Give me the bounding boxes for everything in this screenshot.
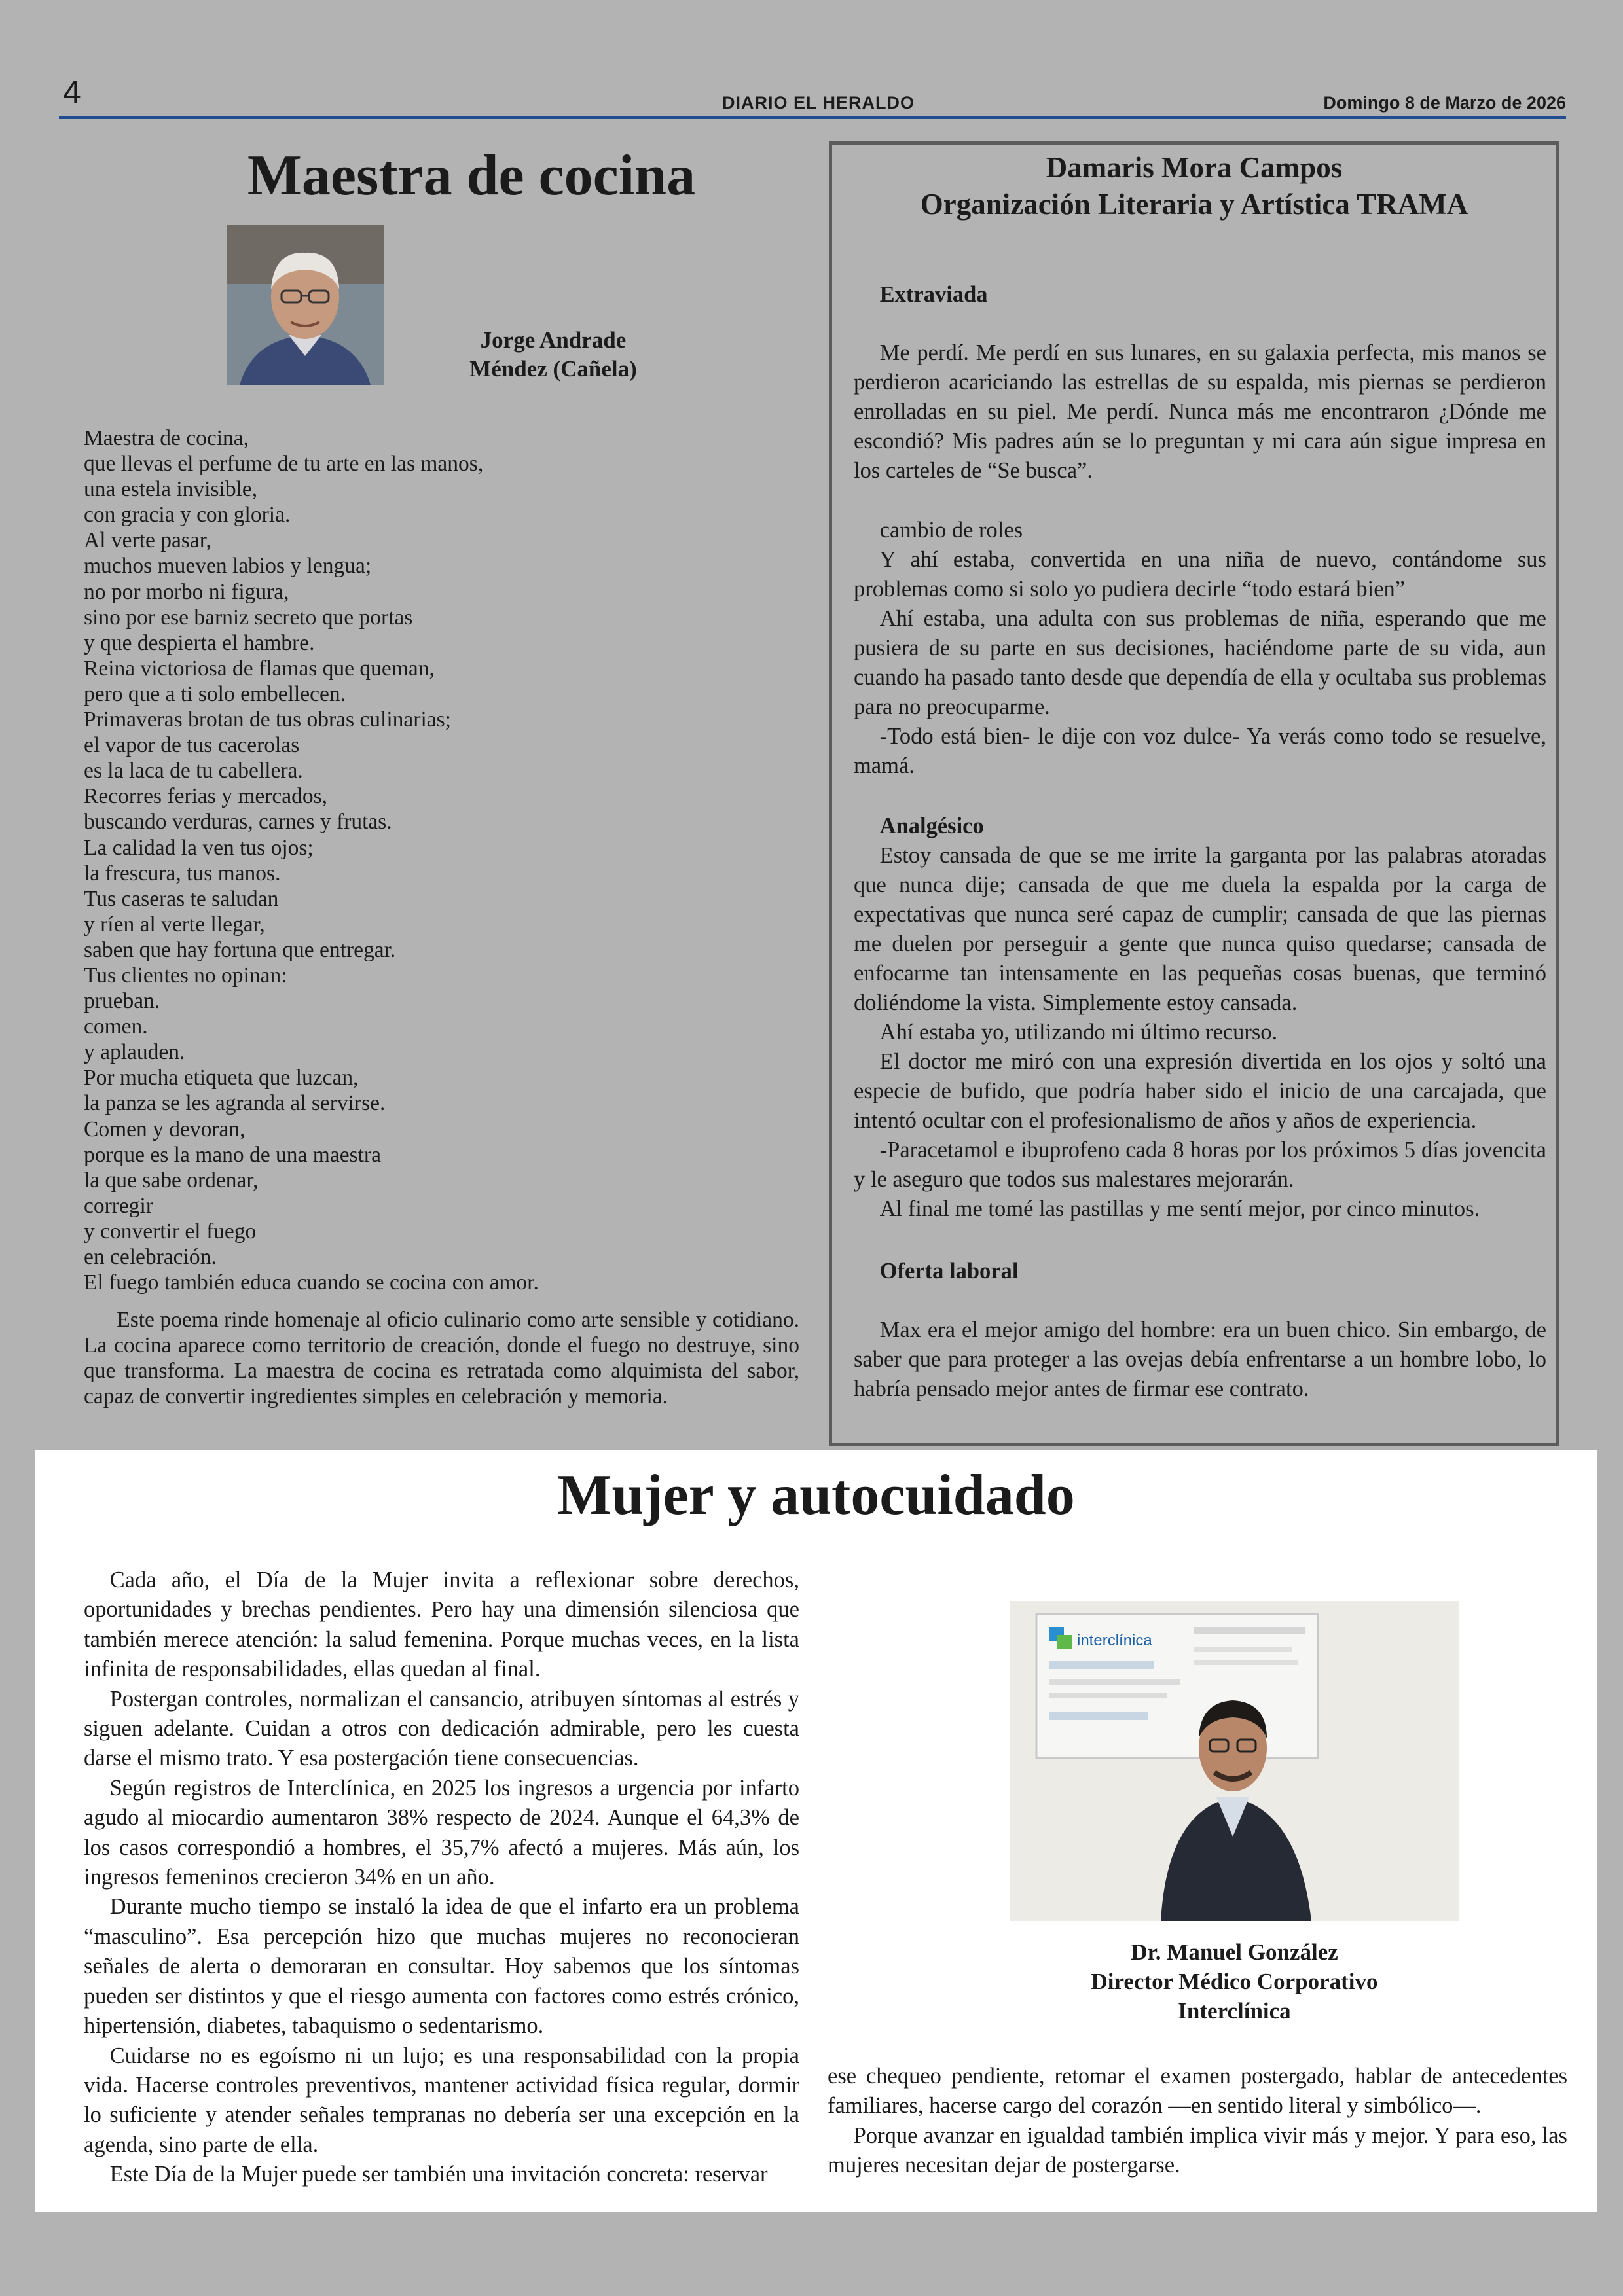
poem-line: buscando verduras, carnes y frutas. bbox=[84, 810, 392, 834]
poem-line: una estela invisible, bbox=[84, 477, 258, 502]
story-paragraph: -Paracetamol e ibuprofeno cada 8 horas por los próximos 5 días jovencita y le aseguro que todos sus malestares mejorarán. bbox=[854, 1138, 1546, 1192]
poem-line: y que despierta el hambre. bbox=[84, 630, 315, 655]
article-title-mujer: Mujer y autocuidado bbox=[557, 1463, 1075, 1527]
poem-line: Comen y devoran, bbox=[84, 1117, 246, 1141]
poem-line: la panza se les agranda al servirse. bbox=[84, 1091, 386, 1116]
poem-line: el vapor de tus cacerolas bbox=[84, 733, 300, 758]
caption-name: Dr. Manuel González bbox=[1131, 1939, 1338, 1965]
poem-line: y convertir el fuego bbox=[84, 1219, 257, 1244]
box-organization: Organización Literaria y Artística TRAMA bbox=[920, 188, 1468, 221]
poem-line: Reina victoriosa de flamas que queman, bbox=[84, 656, 435, 681]
story-analgesico bbox=[854, 841, 1546, 1224]
article-paragraph: Porque avanzar en igualdad también implica vivir más y mejor. Y para eso, las mujeres necesitan dejar de postergarse. bbox=[828, 2123, 1567, 2178]
story-title-oferta-laboral: Oferta laboral bbox=[879, 1259, 1019, 1283]
poem-line: comen. bbox=[84, 1014, 148, 1039]
story-paragraph: Me perdí. Me perdí en sus lunares, en su galaxia perfecta, mis manos se perdieron acariciando las estrellas de su espalda, mis piernas se perdieron enrolladas en su piel. Me perdí. Nunca más me encontraron ¿Dónde me escondió? Mis padres aún se lo preguntan y mi cara aún sigue impresa en los carteles de “Se busca”. bbox=[854, 340, 1546, 483]
poem-line: es la laca de tu cabellera. bbox=[84, 759, 303, 783]
story-extraviada bbox=[854, 338, 1546, 486]
story-paragraph: Max era el mejor amigo del hombre: era un buen chico. Sin embargo, de saber que para proteger a las ovejas debía enfrentarse a un hombre lobo, lo habría pensado mejor antes de firmar ese contrato. bbox=[854, 1318, 1546, 1401]
poem-line: y aplauden. bbox=[84, 1040, 185, 1065]
story-cambio-de-roles bbox=[854, 545, 1546, 781]
header-rule bbox=[59, 116, 1566, 119]
clinic-logo-text: interclínica bbox=[1077, 1632, 1152, 1649]
article-paragraph: Cuidarse no es egoísmo ni un lujo; es una responsabilidad con la propia vida. Hacerse controles preventivos, mantener actividad física regular, dormir lo suficiente y atender señales tempranas no debería ser una excepción en la agenda, sino parte de ella. bbox=[84, 2043, 799, 2157]
doctor-photo bbox=[1010, 1601, 1459, 1921]
story-title-analgesico: Analgésico bbox=[879, 814, 984, 838]
story-paragraph: El doctor me miró con una expresión divertida en los ojos y soltó una especie de bufido, que podría haber sido el inicio de una carcajada, que intentó ocultar con el profesionalismo de años y años de experiencia. bbox=[854, 1049, 1546, 1133]
story-paragraph: -Todo está bien- le dije con voz dulce- Ya verás como todo se resuelve, mamá. bbox=[854, 724, 1546, 778]
story-title-extraviada: Extraviada bbox=[879, 282, 988, 307]
poem-line: que llevas el perfume de tu arte en las manos, bbox=[84, 452, 484, 476]
poem-line: El fuego también educa cuando se cocina con amor. bbox=[84, 1270, 539, 1295]
literary-box-frame bbox=[829, 141, 1559, 1446]
article-paragraph: ese chequeo pendiente, retomar el examen postergado, hablar de antecedentes familiares, hacerse cargo del corazón —en sentido literal y simbólico—. bbox=[828, 2064, 1567, 2119]
article-paragraph: Este Día de la Mujer puede ser también una invitación concreta: reservar bbox=[109, 2162, 768, 2187]
literary-box-heading bbox=[829, 149, 1559, 223]
poem-line: saben que hay fortuna que entregar. bbox=[84, 937, 396, 962]
author-name-line2: Méndez (Cañela) bbox=[469, 356, 637, 382]
poem-line: Primaveras brotan de tus obras culinarias; bbox=[84, 708, 451, 732]
story-paragraph: Ahí estaba yo, utilizando mi último recurso. bbox=[879, 1020, 1278, 1045]
poem-line: porque es la mano de una maestra bbox=[84, 1142, 381, 1167]
story-title-cambio-de-roles bbox=[854, 516, 1546, 545]
poem-line: La calidad la ven tus ojos; bbox=[84, 835, 314, 860]
story-oferta-laboral bbox=[854, 1316, 1546, 1404]
issue-date: Domingo 8 de Marzo de 2026 bbox=[1323, 93, 1566, 113]
poem-body bbox=[84, 425, 804, 1295]
author-photo bbox=[227, 225, 384, 385]
doctor-portrait-icon bbox=[1010, 1601, 1459, 1921]
page-number: 4 bbox=[63, 74, 81, 111]
poem-line: y ríen al verte llegar, bbox=[84, 912, 265, 937]
article-title-maestra: Maestra de cocina bbox=[247, 144, 696, 207]
author-portrait-icon bbox=[227, 225, 384, 385]
story-paragraph: Y ahí estaba, convertida en una niña de nuevo, contándome sus problemas como si solo yo pudiera decirle “todo estará bien” bbox=[854, 547, 1546, 601]
story-paragraph: Al final me tomé las pastillas y me sentí mejor, por cinco minutos. bbox=[879, 1196, 1480, 1221]
poem-line: Recorres ferias y mercados, bbox=[84, 784, 328, 809]
poem-line: muchos mueven labios y lengua; bbox=[84, 554, 372, 579]
poem-line: Por mucha etiqueta que luzcan, bbox=[84, 1066, 359, 1090]
poem-line: la frescura, tus manos. bbox=[84, 861, 281, 886]
box-author: Damaris Mora Campos bbox=[1046, 151, 1343, 184]
caption-role: Director Médico Corporativo bbox=[1091, 1969, 1378, 1994]
article-paragraph: Durante mucho tiempo se instaló la idea de que el infarto era un problema “masculino”. Esa percepción hizo que muchas mujeres no reconocieran señales de alerta o demoraran en consultar. Hoy sabemos que los síntomas pueden ser distintos y que el riesgo aumenta con factores como estrés crónico, hipertensión, diabetes, tabaquismo o sedentarismo. bbox=[84, 1894, 799, 2039]
article-column-right bbox=[828, 2062, 1567, 2181]
article-paragraph: Cada año, el Día de la Mujer invita a reflexionar sobre derechos, oportunidades y brechas pendientes. Pero hay una dimensión silenciosa que también merece atención: la salud femenina. Porque muchas veces, en la lista infinita de responsabilidades, ellas quedan al final. bbox=[84, 1568, 799, 1682]
article-paragraph: Postergan controles, normalizan el cansancio, atribuyen síntomas al estrés y siguen adelante. Cuidan a otros con dedicación admirable, pero les cuesta darse el mismo trato. Y esa postergación tiene consecuencias. bbox=[84, 1686, 799, 1771]
poem-line: corregir bbox=[84, 1193, 154, 1218]
article-column-left bbox=[84, 1566, 799, 2190]
caption-organization: Interclínica bbox=[1178, 1998, 1291, 2024]
poem-line: pero que a ti solo embellecen. bbox=[84, 681, 346, 706]
poem-line: Tus caseras te saludan bbox=[84, 886, 279, 911]
story-paragraph: Ahí estaba, una adulta con sus problemas de niña, esperando que me pusiera de su parte en sus decisiones, haciéndome parte de su vida, aun cuando ha pasado tanto desde que dependía de ella y ocultaba sus problemas para no preocuparme. bbox=[854, 606, 1546, 719]
poem-line: Tus clientes no opinan: bbox=[84, 963, 287, 988]
poem-line: sino por ese barniz secreto que portas bbox=[84, 605, 413, 630]
author-name-line1: Jorge Andrade bbox=[480, 327, 627, 353]
poem-line: no por morbo ni figura, bbox=[84, 579, 289, 604]
poem-line: la que sabe ordenar, bbox=[84, 1168, 259, 1193]
poem-line: Maestra de cocina, bbox=[84, 426, 249, 450]
article-paragraph: Según registros de Interclínica, en 2025 los ingresos a urgencia por infarto agudo al miocardio aumentaron 38% respecto de 2024. Aunque el 64,3% de los casos correspondió a hombres, el 35,7% afectó a mujeres. Más aún, los ingresos femeninos crecieron 34% en un año. bbox=[84, 1775, 799, 1890]
newspaper-name: DIARIO EL HERALDO bbox=[722, 93, 915, 113]
story-paragraph: Estoy cansada de que se me irrite la garganta por las palabras atoradas que nunca dije; cansada de que me duela la espalda por la carga de expectativas que nunca seré capaz de cumplir; cansada de que las piernas me duelen por perseguir a gente que nunca quiso quedarse; cansada de enfocarme tan intensamente en las pequeñas cosas buenas, que terminó doliéndome la vista. Simplemente estoy cansada. bbox=[854, 843, 1546, 1015]
poem-commentary: Este poema rinde homenaje al oficio culinario como arte sensible y cotidiano. La cocina aparece como territorio de creación, donde el fuego no destruye, sino que transforma. La maestra de cocina es retratada como alquimista del sabor, capaz de convertir ingredientes simples en celebración y memoria. bbox=[84, 1308, 799, 1408]
author-name bbox=[445, 326, 661, 384]
poem-line: Al verte pasar, bbox=[84, 528, 211, 553]
story-heading-text: cambio de roles bbox=[879, 518, 1023, 543]
photo-caption bbox=[1010, 1937, 1459, 2026]
poem-line: en celebración. bbox=[84, 1245, 217, 1269]
poem-line: prueban. bbox=[84, 989, 160, 1014]
poem-line: con gracia y con gloria. bbox=[84, 503, 291, 528]
